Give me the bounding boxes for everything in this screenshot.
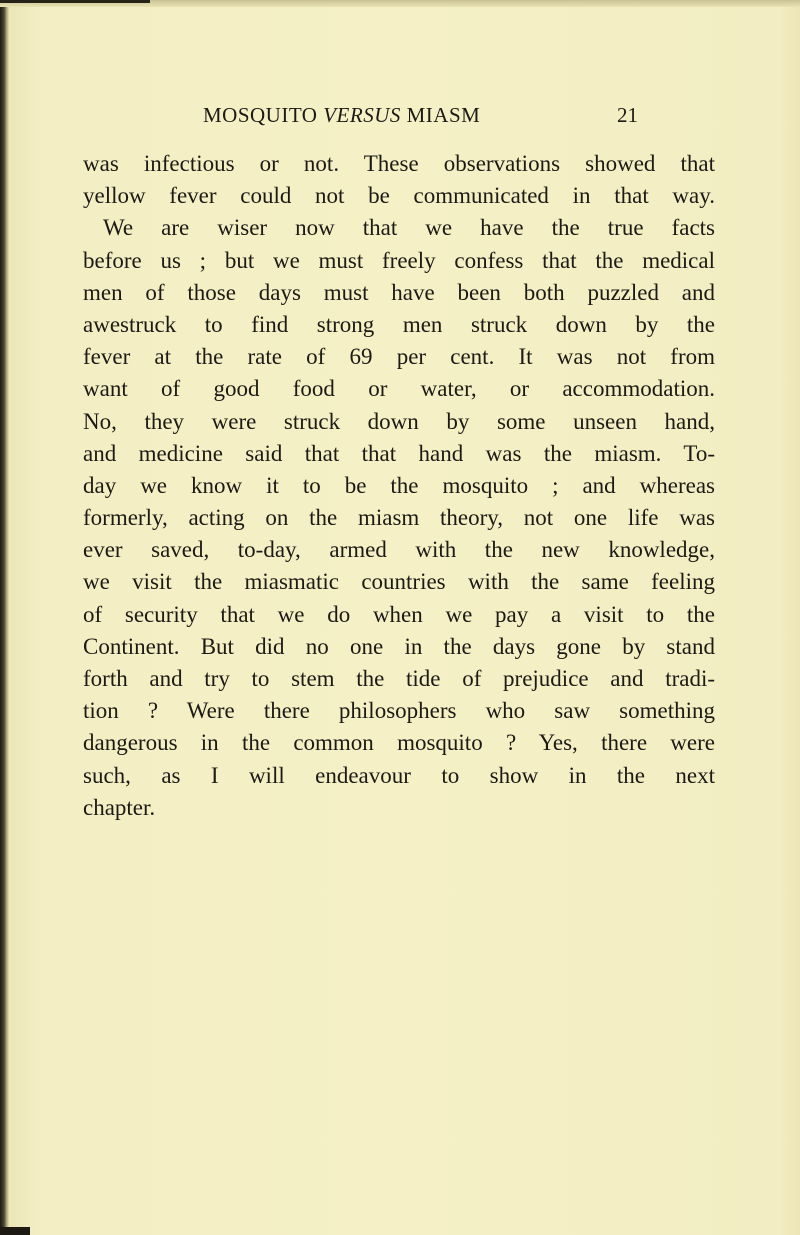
text-line: No, they were struck down by some unseen hand, [83,408,715,434]
text-line: chapter. [83,794,156,820]
text-line: yellow fever could not be communicated in that way. [83,183,715,209]
text-line: tion ? Were there philosophers who saw something [83,698,715,724]
text-line: was infectious or not. These observations showed that [83,151,715,176]
body-text [83,148,715,824]
text-line: before us ; but we must freely confess that the medical [83,247,715,273]
text-line: we visit the miasmatic countries with the same feeling [83,569,715,595]
text-line: men of those days must have been both puzzled and [83,279,715,305]
top-edge-shadow [0,0,150,3]
text-line: dangerous in the common mosquito ? Yes, there were [83,730,715,756]
text-line: forth and try to stem the tide of prejudice and tradi- [83,666,715,691]
page-number: 21 [617,103,638,127]
text-line: fever at the rate of 69 per cent. It was not from [83,344,715,370]
title-versus: VERSUS [323,103,401,127]
running-header [0,103,800,137]
running-title [203,103,480,128]
text-line: formerly, acting on the miasm theory, not one life was [83,505,715,531]
text-line: and medicine said that that hand was the miasm. To- [83,440,715,466]
text-line: want of good food or water, or accommodation. [83,376,715,402]
title-mosquito: MOSQUITO [203,103,324,127]
bottom-edge-shadow [0,1227,30,1235]
text-line: ever saved, to-day, armed with the new knowledge, [83,537,715,563]
text-line: such, as I will endeavour to show in the next [83,762,715,788]
text-line: Continent. But did no one in the days gone by stand [83,633,715,659]
title-miasm: MIASM [400,103,481,127]
text-line: of security that we do when we pay a visit to the [83,601,715,627]
text-line: We are wiser now that we have the true facts [103,215,715,241]
page-binding-edge [0,0,9,1235]
text-line: awestruck to find strong men struck down by the [83,311,715,337]
text-line: day we know it to be the mosquito ; and whereas [83,472,715,498]
